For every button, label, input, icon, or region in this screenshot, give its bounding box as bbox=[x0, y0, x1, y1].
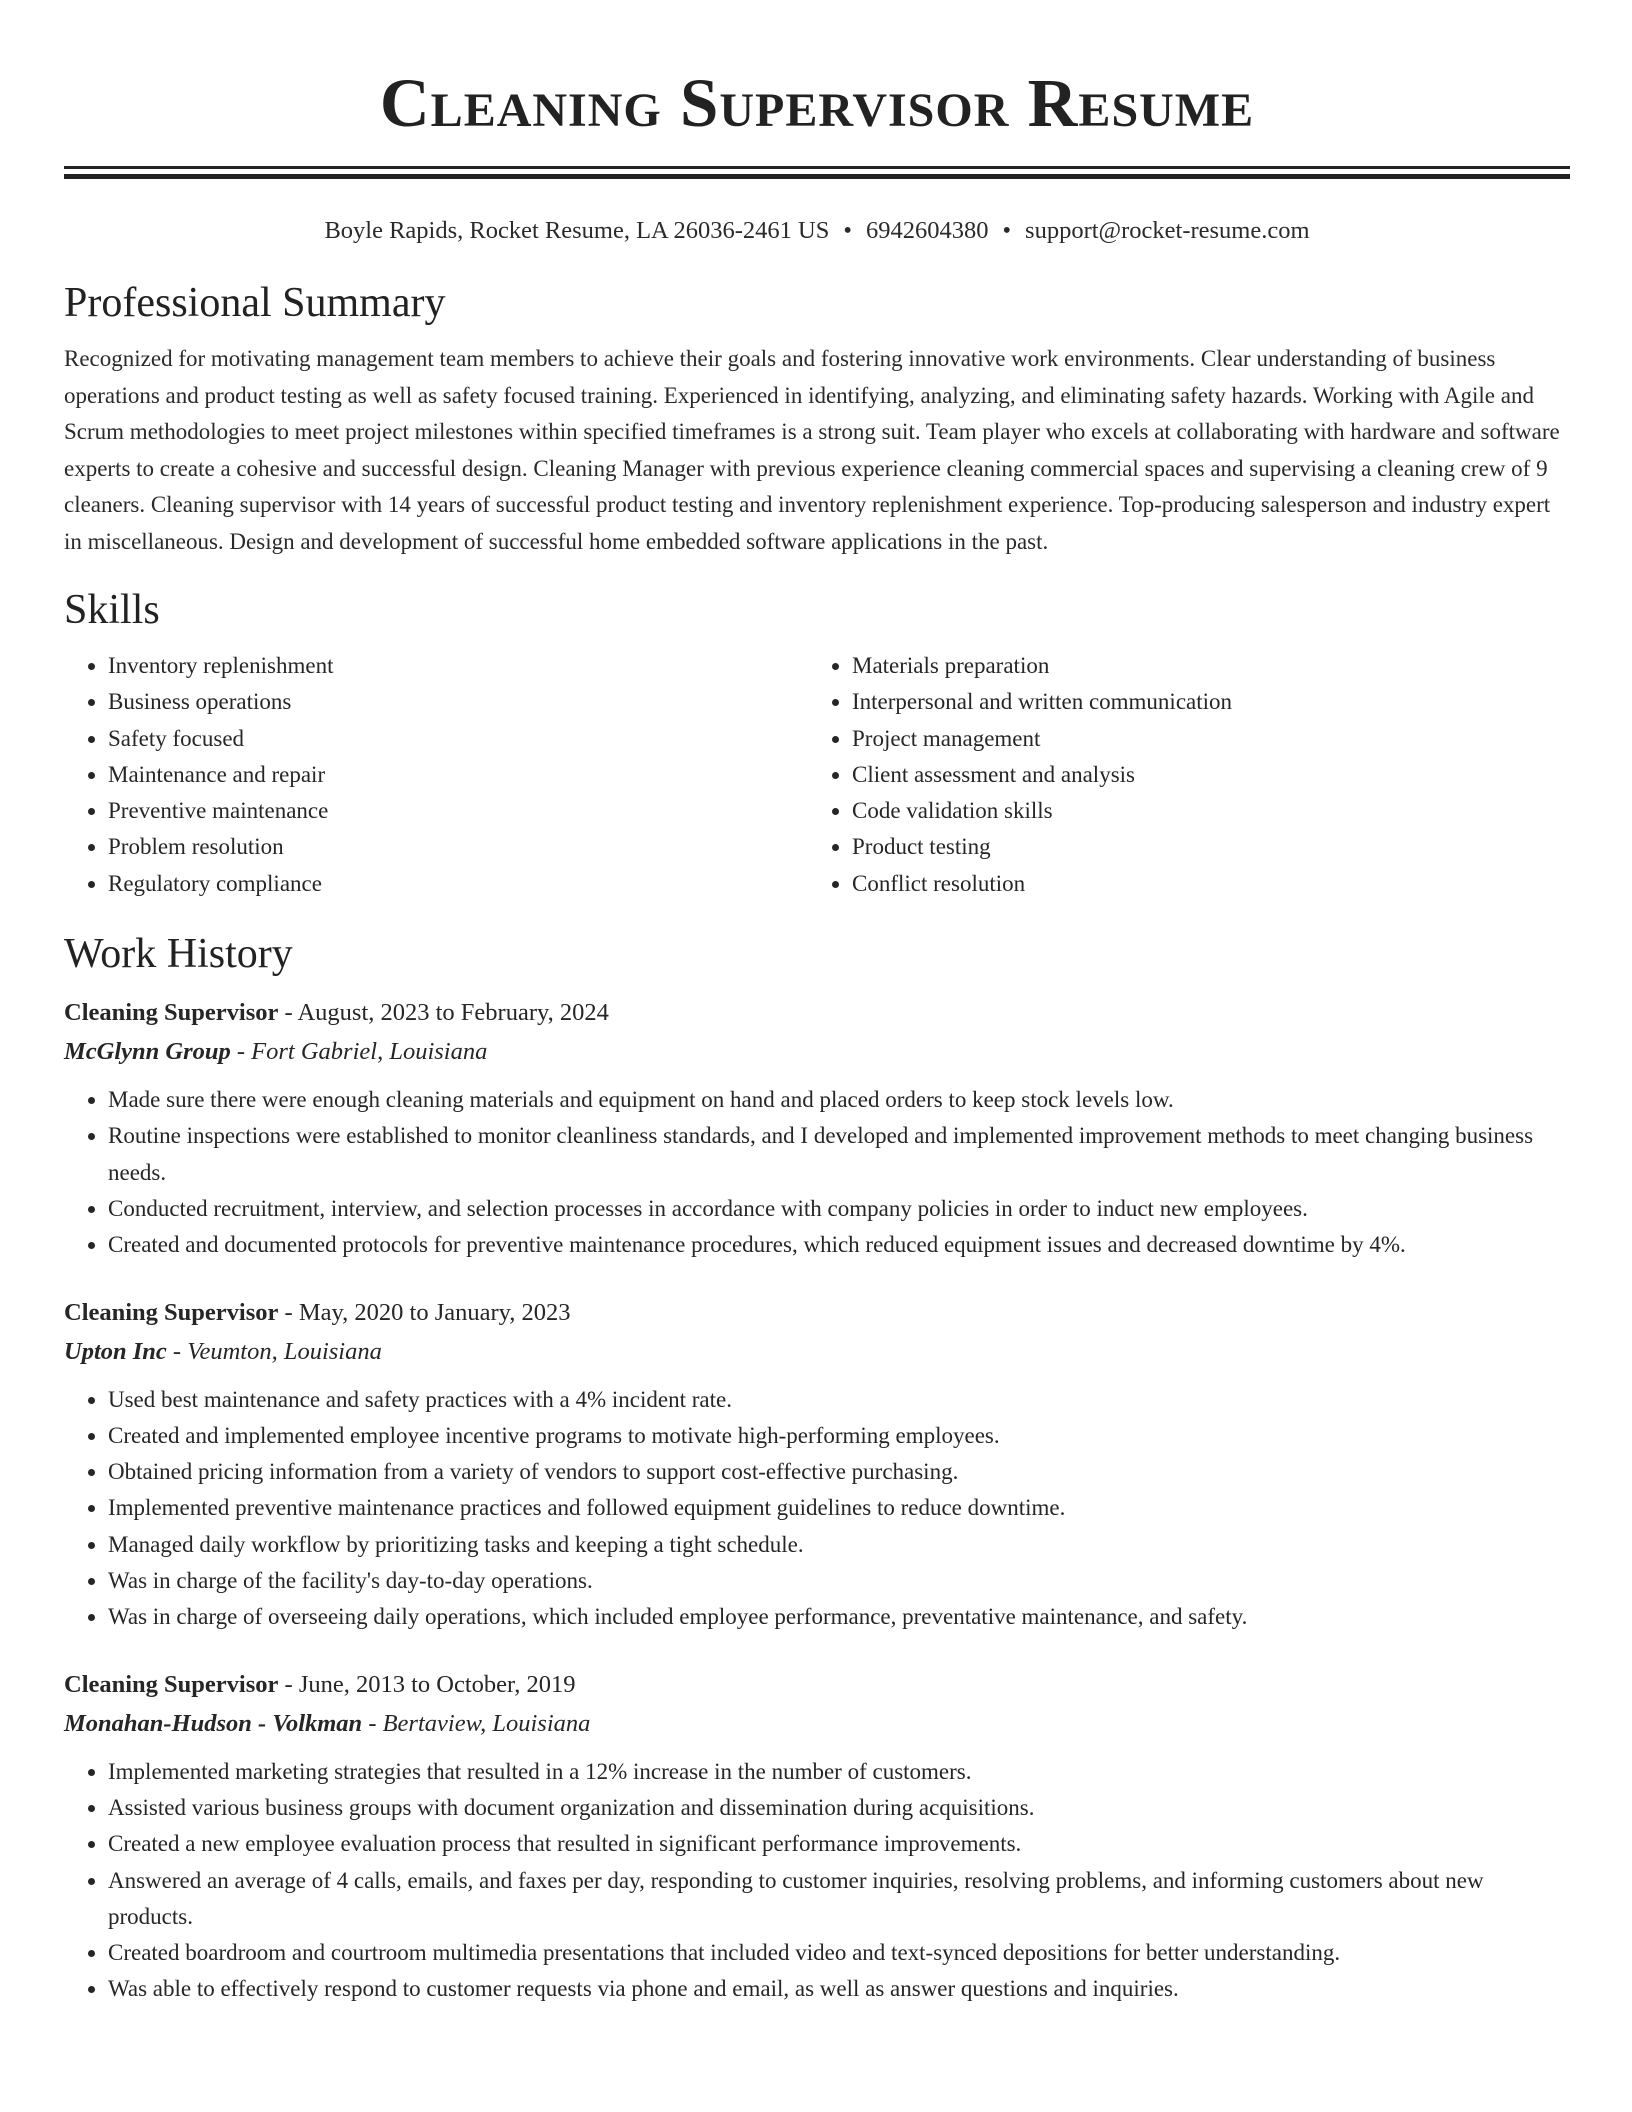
job-bullet: • Was in charge of the facility's day-to-day operations. bbox=[108, 1563, 1570, 1599]
skill-item: • Inventory replenishment bbox=[108, 648, 808, 684]
skill-item: • Materials preparation bbox=[852, 648, 1552, 684]
summary-section bbox=[64, 277, 1570, 560]
skills-columns bbox=[64, 648, 1570, 902]
job-bullet: • Routine inspections were established to monitor cleanliness standards, and I developed and implemented improvement methods to meet changing business needs. bbox=[108, 1118, 1570, 1191]
job-title-line bbox=[64, 1294, 1570, 1332]
job-dates: - August, 2023 to February, 2024 bbox=[278, 999, 609, 1027]
work-history-heading: Work History bbox=[64, 931, 293, 978]
job-title-line bbox=[64, 994, 1570, 1032]
skill-item: • Maintenance and repair bbox=[108, 757, 808, 793]
contact-separator: • bbox=[1002, 217, 1012, 244]
job-bullet: • Assisted various business groups with document organization and dissemination during acquisitions. bbox=[108, 1790, 1570, 1826]
title-divider-thick bbox=[64, 174, 1570, 179]
job-bullet: • Answered an average of 4 calls, emails, and faxes per day, responding to customer inquiries, resolving problems, and informing customers about new products. bbox=[108, 1863, 1570, 1936]
job-bullet: • Created boardroom and courtroom multimedia presentations that included video and text-synced depositions for better understanding. bbox=[108, 1935, 1570, 1971]
company-line bbox=[64, 1332, 1570, 1372]
skill-item: • Project management bbox=[852, 721, 1552, 757]
company-name: Monahan-Hudson - Volkman bbox=[64, 1709, 363, 1737]
skill-item: • Preventive maintenance bbox=[108, 793, 808, 829]
skill-item: • Product testing bbox=[852, 829, 1552, 865]
job-bullet: • Implemented marketing strategies that resulted in a 12% increase in the number of customers. bbox=[108, 1754, 1570, 1790]
job-bullet: • Made sure there were enough cleaning materials and equipment on hand and placed orders to keep stock levels low. bbox=[108, 1082, 1570, 1118]
skills-section bbox=[64, 584, 1570, 902]
job-bullet: • Was in charge of overseeing daily operations, which included employee performance, preventative maintenance, and safety. bbox=[108, 1599, 1570, 1635]
job-bullet: • Managed daily workflow by prioritizing tasks and keeping a tight schedule. bbox=[108, 1527, 1570, 1563]
skill-item: • Conflict resolution bbox=[852, 866, 1552, 902]
contact-line bbox=[64, 215, 1570, 247]
summary-heading: Professional Summary bbox=[64, 280, 446, 326]
skill-item: • Regulatory compliance bbox=[108, 866, 808, 902]
company-name: McGlynn Group bbox=[64, 1038, 231, 1066]
job-entry bbox=[64, 1294, 1570, 1636]
company-location: - Bertaview, Louisiana bbox=[362, 1709, 591, 1737]
job-bullets bbox=[64, 1082, 1570, 1263]
job-dates: - June, 2013 to October, 2019 bbox=[278, 1670, 576, 1698]
contact-email[interactable]: support@rocket-resume.com bbox=[1025, 217, 1310, 244]
company-line bbox=[64, 1704, 1570, 1744]
job-title: Cleaning Supervisor bbox=[64, 999, 279, 1027]
job-dates: - May, 2020 to January, 2023 bbox=[278, 1298, 571, 1326]
title-divider-thin bbox=[64, 166, 1570, 169]
job-title-line bbox=[64, 1666, 1570, 1704]
job-bullet: • Used best maintenance and safety practices with a 4% incident rate. bbox=[108, 1382, 1570, 1418]
work-history-section bbox=[64, 928, 1570, 2008]
skill-item: • Business operations bbox=[108, 684, 808, 720]
company-line bbox=[64, 1032, 1570, 1072]
job-bullet: • Implemented preventive maintenance practices and followed equipment guidelines to reduce downtime. bbox=[108, 1490, 1570, 1526]
skill-item: • Code validation skills bbox=[852, 793, 1552, 829]
resume-page bbox=[64, 0, 1570, 2008]
job-title: Cleaning Supervisor bbox=[64, 1670, 279, 1698]
job-bullets bbox=[64, 1382, 1570, 1636]
skills-list-left bbox=[64, 648, 808, 902]
skill-item: • Safety focused bbox=[108, 721, 808, 757]
job-bullet: • Was able to effectively respond to customer requests via phone and email, as well as answer questions and inquiries. bbox=[108, 1971, 1570, 2007]
job-entry bbox=[64, 994, 1570, 1263]
company-location: - Fort Gabriel, Louisiana bbox=[230, 1038, 488, 1066]
skill-item: • Client assessment and analysis bbox=[852, 757, 1552, 793]
summary-text: Recognized for motivating management team members to achieve their goals and fostering innovative work environments. Clear understanding of business operations and product testing as well as safety focused training. Experienced in identifying, analyzing, and eliminating safety hazards. Working with Agile and Scrum methodologies to meet project milestones within specified timeframes is a strong suit. Team player who excels at collaborating with hardware and software experts to create a cohesive and successful design. Cleaning Manager with previous experience cleaning commercial spaces and supervising a cleaning crew of 9 cleaners. Cleaning supervisor with 14 years of successful product testing and inventory replenishment experience. Top-producing salesperson and industry expert in miscellaneous. Design and development of successful home embedded software applications in the past. bbox=[64, 346, 1560, 554]
job-bullet: • Created and documented protocols for preventive maintenance procedures, which reduced equipment issues and decreased downtime by 4%. bbox=[108, 1227, 1570, 1263]
job-bullet: • Obtained pricing information from a variety of vendors to support cost-effective purchasing. bbox=[108, 1454, 1570, 1490]
skills-list-right bbox=[808, 648, 1552, 902]
contact-phone: 6942604380 bbox=[865, 217, 989, 244]
job-title: Cleaning Supervisor bbox=[64, 1298, 279, 1326]
company-name: Upton Inc bbox=[64, 1337, 167, 1365]
job-bullets bbox=[64, 1754, 1570, 2008]
job-bullet: • Created a new employee evaluation process that resulted in significant performance improvements. bbox=[108, 1826, 1570, 1862]
contact-separator: • bbox=[843, 217, 852, 244]
page-title: Cleaning Supervisor Resume bbox=[379, 65, 1255, 141]
contact-address: Boyle Rapids, Rocket Resume, LA 26036-2461 US bbox=[324, 217, 830, 244]
skill-item: • Problem resolution bbox=[108, 829, 808, 865]
job-entry bbox=[64, 1666, 1570, 2008]
job-bullet: • Created and implemented employee incentive programs to motivate high-performing employees. bbox=[108, 1418, 1570, 1454]
job-bullet: • Conducted recruitment, interview, and selection processes in accordance with company policies in order to induct new employees. bbox=[108, 1191, 1570, 1227]
company-location: - Veumton, Louisiana bbox=[166, 1337, 382, 1365]
skill-item: • Interpersonal and written communication bbox=[852, 684, 1552, 720]
skills-heading: Skills bbox=[64, 587, 160, 633]
